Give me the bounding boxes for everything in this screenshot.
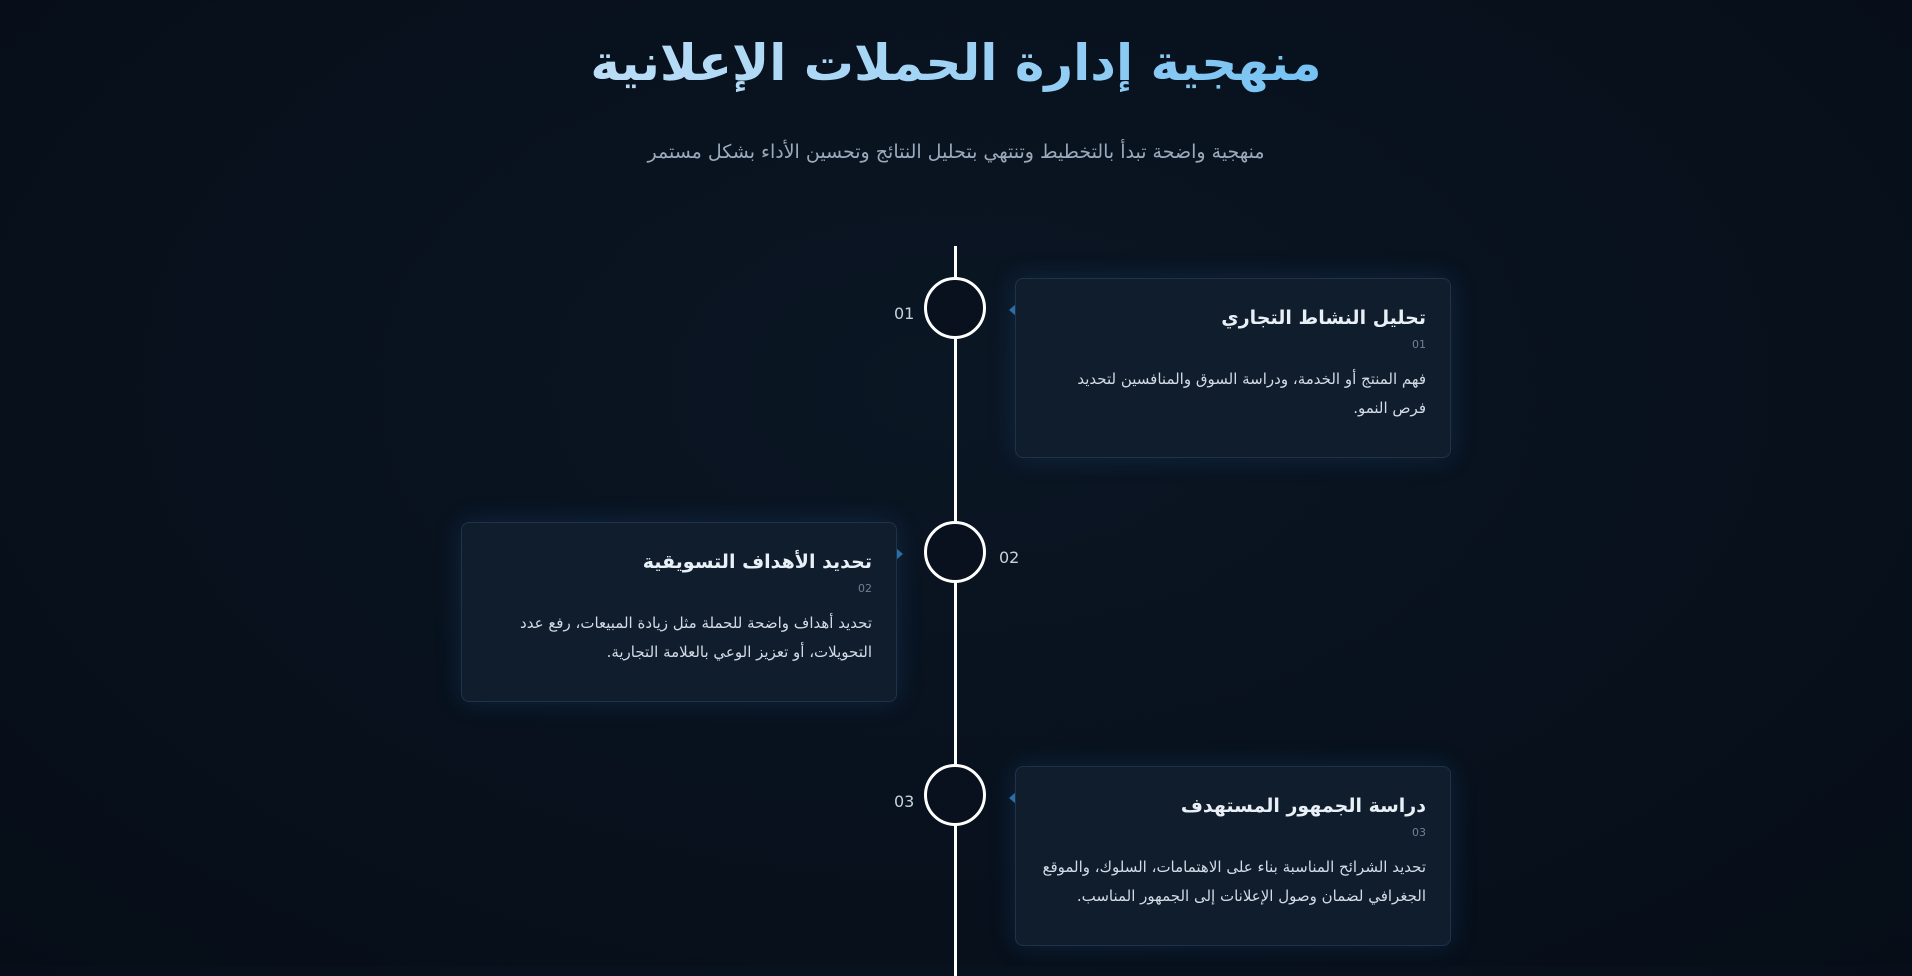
card-title-3: دراسة الجمهور المستهدف xyxy=(1180,795,1426,817)
card-description-2: تحديد أهداف واضحة للحملة مثل زيادة المبيعات، رفع عدد التحويلات، أو تعزيز الوعي بالعلامة التجارية. xyxy=(520,614,872,661)
timeline-line xyxy=(954,246,957,976)
timeline-card-1 xyxy=(1015,278,1451,458)
card-description-1: فهم المنتج أو الخدمة، ودراسة السوق والمنافسين لتحديد فرص النمو. xyxy=(1077,370,1426,417)
card-title-1: تحليل النشاط التجاري xyxy=(1221,307,1426,329)
timeline-card-3 xyxy=(1015,766,1451,946)
card-step-label-1: 01 xyxy=(1412,338,1426,351)
step-number-1: 01 xyxy=(894,304,915,323)
timeline-node-3 xyxy=(924,764,986,826)
card-step-label-3: 03 xyxy=(1412,826,1426,839)
card-pointer-2 xyxy=(896,548,903,560)
timeline-node-1 xyxy=(924,277,986,339)
step-number-2: 02 xyxy=(999,548,1020,567)
page-title: منهجية إدارة الحملات الإعلانية xyxy=(0,28,1912,98)
timeline-card-2 xyxy=(461,522,897,702)
card-description-3: تحديد الشرائح المناسبة بناء على الاهتمامات، السلوك، والموقع الجغرافي لضمان وصول الإعلانات إلى الجمهور المناسب. xyxy=(1042,858,1426,905)
card-step-label-2: 02 xyxy=(858,582,872,595)
card-title-2: تحديد الأهداف التسويقية xyxy=(642,551,872,573)
page-subtitle: منهجية واضحة تبدأ بالتخطيط وتنتهي بتحليل النتائج وتحسين الأداء بشكل مستمر xyxy=(647,141,1265,163)
timeline-node-2 xyxy=(924,521,986,583)
step-number-3: 03 xyxy=(894,792,915,811)
